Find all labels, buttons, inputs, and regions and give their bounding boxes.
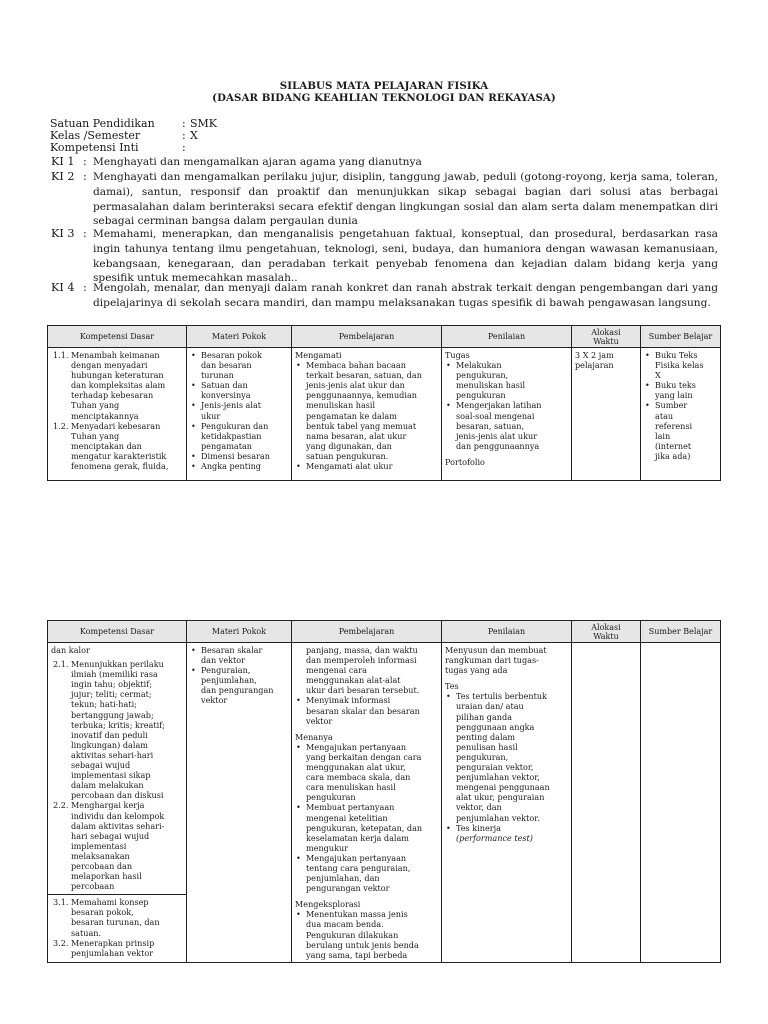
materi-line: konversinya (201, 390, 251, 401)
cell-penilaian (442, 348, 572, 481)
penilaian-line: • Tes kinerja (456, 822, 501, 833)
kd-line: percobaan dan diskusi (71, 790, 164, 801)
cell-pembelajaran (292, 348, 442, 481)
pembelajaran-line: dan memperoleh informasi (306, 655, 417, 666)
pembelajaran-line: • Menyimak informasi (306, 695, 391, 706)
kd-line: melaksanakan (71, 850, 130, 861)
materi-item (190, 350, 288, 380)
materi-line: • Dimensi besaran (201, 450, 270, 461)
kd-number: 2.2. (53, 800, 69, 811)
ki4-text (93, 281, 718, 311)
sumber-line: atau (655, 410, 674, 421)
pembelajaran-line: pengurangan vektor (306, 883, 390, 894)
cell-sumber-belajar (641, 348, 721, 481)
cell-materi-pokok (187, 348, 292, 481)
penilaian-line: penggunaan angka (456, 721, 535, 732)
penilaian-line: vektor, dan (456, 802, 502, 813)
header-sumber-belajar: Sumber Belajar (641, 621, 721, 643)
penilaian-item (445, 360, 568, 400)
pembelajaran-item (295, 742, 438, 803)
materi-line: dan vektor (201, 655, 246, 666)
penilaian-line: • Tes tertulis berbentuk (456, 691, 547, 702)
penilaian-line: uraian dan/ atau (456, 701, 524, 712)
kd-line: hubungan keteraturan (71, 370, 164, 381)
kd-item (51, 800, 183, 891)
kd-line: terbuka; kritis; kreatif; (71, 719, 165, 730)
mengeksplorasi-heading: Mengeksplorasi (295, 899, 361, 910)
materi-item (190, 380, 288, 400)
materi-line: • Jenis-jenis alat (201, 400, 262, 411)
penilaian-line: (performance test) (456, 832, 533, 843)
ki-line: Menghayati dan mengamalkan ajaran agama yang dianutnya (93, 156, 422, 168)
sumber-item (644, 400, 717, 461)
cell-kompetensi-dasar (48, 348, 187, 481)
kd-line: fenomena gerak, fluida, (71, 461, 169, 472)
penilaian-line: pengukuran, (456, 751, 509, 762)
tes-heading: Tes (445, 681, 459, 692)
pembelajaran-line: • Menentukan massa jenis (306, 909, 408, 920)
pembelajaran-line: satuan pengukuran. (306, 450, 389, 461)
header-kompetensi-dasar: Kompetensi Dasar (48, 326, 187, 348)
cell-pembelajaran (292, 643, 442, 963)
header-alokasi-waktu (572, 621, 641, 643)
kd-line: penjumlahan vektor (71, 947, 154, 958)
ki-colon: : (83, 170, 87, 183)
header-sumber-belajar: Sumber Belajar (641, 326, 721, 348)
materi-item (190, 645, 288, 665)
penilaian-line: tugas yang ada (445, 665, 508, 676)
penilaian-item (445, 823, 568, 843)
penilaian-item (445, 691, 568, 822)
kd-item (51, 938, 183, 958)
ki-line: sebagai cerminan bangsa dalam pergaulan dunia (93, 215, 358, 228)
kd-line: Menghargai kerja (71, 800, 145, 811)
kd-line: Tuhan yang (71, 400, 120, 411)
kd-line: satuan. (71, 927, 102, 938)
kd-line: dan kompleksitas alam (71, 380, 166, 391)
penilaian-heading: Tugas (445, 350, 470, 360)
kd-item (51, 421, 183, 471)
sumber-line: • Buku teks (655, 380, 696, 391)
pembelajaran-line: keselamatan kerja dalam (306, 832, 409, 843)
ki-line: Menghayati dan mengamalkan perilaku jujur, disiplin, tanggung jawab, peduli (gotong-royong, kerja sama, toleran, (93, 171, 718, 183)
penilaian-line: penguraian vektor, (456, 762, 534, 773)
pembelajaran-line: jenis-jenis alat ukur dan (306, 380, 405, 391)
sumber-line: jika ada) (655, 450, 691, 461)
materi-line: penjumlahan, (201, 675, 257, 686)
pembelajaran-line: menggunakan alat ukur, (306, 762, 406, 773)
penilaian-line: penting dalam (456, 731, 516, 742)
kd-line: individu dan kelompok (71, 810, 165, 821)
ki-colon: : (83, 227, 87, 240)
header-pembelajaran: Pembelajaran (292, 621, 442, 643)
cell-penilaian (442, 643, 572, 963)
ki2-label: KI 2 (51, 170, 75, 183)
pembelajaran-line: besaran skalar dan besaran (306, 705, 420, 716)
meta-value-satuan: SMK (190, 117, 218, 130)
pembelajaran-line: • Mengajukan pertanyaan (306, 741, 407, 752)
penilaian-line: penulisan hasil (456, 741, 518, 752)
ki-line: dipelajarinya di sekolah secara mandiri, dan mampu melaksanakan tugas spesifik di bawah pengawasan langsung. (93, 296, 711, 309)
penilaian-line: jenis-jenis alat ukur (456, 430, 538, 441)
materi-item (190, 400, 288, 420)
meta-label-kelas: Kelas /Semester (50, 129, 141, 142)
cell-alokasi-waktu (572, 348, 641, 481)
kd-number: 1.1. (53, 350, 69, 360)
sumber-line: • Buku Teks (655, 350, 698, 360)
meta-colon: : (182, 117, 186, 130)
materi-line: • Besaran skalar (201, 645, 263, 655)
kd-line: dalam aktivitas sehari- (71, 820, 165, 831)
kd-line: jujur; teliti; cermat; (71, 689, 152, 700)
header-alokasi-line: Alokasi (591, 327, 621, 337)
kd-line: hari sebagai wujud (71, 830, 150, 841)
kd-continued: dan kalor (51, 645, 90, 655)
header-alokasi-waktu (572, 326, 641, 348)
ki-line: ingin tahunya tentang ilmu pengetahuan, teknologi, seni, budaya, dan humaniora dengan wawasan kemanusiaan, (93, 242, 718, 255)
ki3-text (93, 227, 718, 286)
penilaian-line: Menyusun dan membuat (445, 645, 547, 655)
sumber-line: lain (655, 430, 671, 441)
pembelajaran-line: mengenai ketelitian (306, 812, 388, 823)
materi-item (190, 421, 288, 451)
materi-line: ukur (201, 410, 221, 421)
pembelajaran-line: terkait besaran, satuan, dan (306, 370, 422, 381)
ki-colon: : (83, 281, 87, 294)
ki-colon: : (83, 155, 87, 168)
kd-line: Menambah keimanan (71, 350, 160, 360)
penilaian-line: • Melakukan (456, 360, 502, 371)
meta-colon: : (182, 129, 186, 142)
penilaian-line: penjumlahan vektor, (456, 772, 540, 783)
materi-line: dan besaran (201, 360, 252, 371)
ki3-label: KI 3 (51, 227, 75, 240)
pembelajaran-line: menuliskan hasil (306, 400, 376, 411)
kd-line: mengatur karakteristik (71, 450, 167, 461)
kd-line: Menunjukkan perilaku (71, 659, 164, 670)
pembelajaran-line: bentuk tabel yang memuat (306, 420, 417, 431)
ki-line: Mengolah, menalar, dan menyaji dalam ranah konkret dan ranah abstrak terkait dengan pengembangan dari yang (93, 282, 718, 294)
sumber-line: (internet (655, 440, 692, 451)
pembelajaran-line: cara menuliskan hasil (306, 782, 396, 793)
pembelajaran-line: berulang untuk jenis benda (306, 939, 419, 950)
ki-line: spesifik untuk memecahkan masalah.. (93, 272, 298, 285)
kd-line: percobaan dan (71, 860, 133, 871)
kd-line: tekun; hati-hati; (71, 699, 137, 710)
pembelajaran-line: mengenai cara (306, 665, 367, 676)
pembelajaran-line: pengukuran, ketepatan, dan (306, 822, 423, 833)
materi-line: turunan (201, 370, 234, 381)
kd-line: Tuhan yang (71, 430, 120, 441)
materi-line: dan pengurangan (201, 685, 274, 696)
pembelajaran-line: tentang cara penguraian, (306, 862, 411, 873)
header-alokasi-line: Waktu (593, 336, 619, 346)
pembelajaran-heading: Mengamati (295, 350, 342, 360)
kd-line: implementasi (71, 840, 127, 851)
kd-line: implementasi sikap (71, 770, 151, 781)
pembelajaran-item (295, 695, 438, 725)
header-penilaian: Penilaian (442, 621, 572, 643)
pembelajaran-line: nama besaran, alat ukur (306, 430, 407, 441)
header-alokasi-line: Waktu (593, 631, 619, 641)
pembelajaran-line: penjumlahan, dan (306, 873, 380, 884)
cell-sumber-belajar (641, 643, 721, 963)
pembelajaran-line: penggunaannya, kemudian (306, 390, 417, 401)
kd-line: bertanggung jawab; (71, 709, 154, 720)
kd-item (51, 659, 183, 800)
materi-line: ketidakpastian (201, 430, 262, 441)
materi-line: • Pengukuran dan (201, 420, 269, 431)
pembelajaran-item (295, 461, 438, 471)
menanya-heading: Menanya (295, 731, 333, 742)
penilaian-line: mengenai penggunaan (456, 782, 550, 793)
pembelajaran-line: ukur dari besaran tersebut. (306, 685, 420, 696)
sumber-line: • Sumber (655, 400, 688, 411)
pembelajaran-line: cara membaca skala, dan (306, 772, 411, 783)
sumber-item (644, 380, 717, 400)
kd-line: percobaan (71, 881, 115, 892)
materi-item (190, 461, 288, 471)
header-alokasi-line: Alokasi (591, 622, 621, 632)
penilaian-line: pilihan ganda (456, 711, 512, 722)
syllabus-table-2 (47, 620, 721, 963)
kd-line: dengan menyadari (71, 360, 148, 371)
pembelajaran-line: • Membuat pertanyaan (306, 802, 395, 813)
pembelajaran-item (295, 360, 438, 461)
pembelajaran-line: • Membaca bahan bacaan (306, 360, 406, 371)
alokasi-line: pelajaran (575, 360, 614, 371)
kd-line: aktivitas sehari-hari (71, 749, 154, 760)
penilaian-item (445, 400, 568, 450)
kd-line: dalam melakukan (71, 780, 144, 791)
ki4-label: KI 4 (51, 281, 75, 294)
penilaian-line: dan penggunaannya (456, 440, 540, 451)
pembelajaran-item (295, 853, 438, 893)
kd-line: sebagai wujud (71, 760, 131, 771)
kd-item (51, 897, 183, 937)
pembelajaran-line: Pengukuran dilakukan (306, 929, 399, 940)
pembelajaran-continued (295, 645, 438, 695)
pembelajaran-line: yang sama, tapi berbeda (306, 949, 408, 960)
kd-line: Menyadari kebesaran (71, 420, 161, 431)
cell-alokasi-waktu (572, 643, 641, 963)
pembelajaran-line: pengukuran (306, 792, 356, 803)
kd-line: Menerapkan prinsip (71, 937, 155, 948)
document-subtitle: (DASAR BIDANG KEAHLIAN TEKNOLOGI DAN REKAYASA) (212, 92, 556, 104)
materi-line: vektor (201, 695, 228, 706)
cell-kompetensi-dasar (48, 643, 187, 963)
kd-line: menciptakannya (71, 410, 139, 421)
ki-line: kebangsaan, kenegaraan, dan peradaban terkait penyebab fenomena dan kejadian dalam bidang kerja yang (93, 257, 718, 270)
header-kompetensi-dasar: Kompetensi Dasar (48, 621, 187, 643)
pembelajaran-item (295, 802, 438, 852)
pembelajaran-line: • Mengajukan pertanyaan (306, 852, 407, 863)
alokasi-line: 3 X 2 jam (575, 350, 614, 360)
pembelajaran-line: yang berkaitan dengan cara (306, 751, 422, 762)
kd-line: inovatif dan peduli (71, 729, 148, 740)
materi-line: • Besaran pokok (201, 350, 262, 360)
kd-number: 3.1. (53, 897, 69, 908)
pembelajaran-line: pengamatan ke dalam (306, 410, 397, 421)
cell-materi-pokok (187, 643, 292, 963)
meta-label-satuan: Satuan Pendidikan (50, 117, 155, 130)
sumber-line: yang lain (655, 390, 693, 401)
penilaian-line: alat ukur, penguraian (456, 792, 545, 803)
materi-item (190, 451, 288, 461)
header-pembelajaran: Pembelajaran (292, 326, 442, 348)
sumber-line: Fisika kelas (655, 360, 704, 371)
pembelajaran-line: yang digunakan, dan (306, 440, 392, 451)
sumber-line: referensi (655, 420, 693, 431)
materi-line: pengamatan (201, 440, 252, 451)
penilaian-line: • Mengerjakan latihan (456, 400, 542, 411)
pembelajaran-line: dua macam benda. (306, 919, 384, 930)
kd-line: Memahami konsep (71, 897, 149, 908)
kd-line: besaran turunan, dan (71, 917, 160, 928)
kd-number: 1.2. (53, 420, 69, 431)
meta-label-ki: Kompetensi Inti (50, 141, 139, 154)
pembelajaran-line: mengukur (306, 842, 349, 853)
kd-line: ingin tahu; objektif; (71, 679, 152, 690)
kd-line: besaran pokok, (71, 907, 134, 918)
ki2-text (93, 170, 718, 229)
penilaian-line: menuliskan hasil (456, 380, 526, 391)
sumber-item (644, 350, 717, 380)
materi-line: • Satuan dan (201, 380, 248, 391)
kd-line: ilmiah (memiliki rasa (71, 669, 158, 680)
materi-line: • Angka penting (201, 461, 261, 472)
kd-line: lingkungan) dalam (71, 739, 148, 750)
header-materi-pokok: Materi Pokok (187, 326, 292, 348)
header-materi-pokok: Materi Pokok (187, 621, 292, 643)
header-penilaian: Penilaian (442, 326, 572, 348)
pembelajaran-line: panjang, massa, dan waktu (306, 645, 418, 655)
syllabus-table-1 (47, 325, 721, 481)
kd-line: terhadap kebesaran (71, 390, 154, 401)
penilaian-line: penjumlahan vektor. (456, 812, 540, 823)
pembelajaran-item (295, 909, 438, 959)
kd-line: melaporkan hasil (71, 871, 142, 882)
pembelajaran-line: vektor (306, 715, 333, 726)
pembelajaran-line: • Mengamati alat ukur (306, 461, 393, 472)
meta-colon: : (182, 141, 186, 154)
materi-line: • Penguraian, (201, 665, 251, 676)
ki-line: permasalahan dalam berinteraksi secara efektif dengan lingkungan sosial dan alam serta dalam menempatkan diri (93, 200, 718, 213)
penilaian-line: besaran, satuan, (456, 420, 525, 431)
penilaian-line: pengukuran, (456, 370, 509, 381)
materi-item (190, 665, 288, 705)
meta-value-kelas: X (190, 129, 198, 142)
kd-item (51, 350, 183, 421)
ki-line: Memahami, menerapkan, dan menganalisis pengetahuan faktual, konseptual, dan prosedural, berdasarkan rasa (93, 228, 718, 240)
kd-number: 3.2. (53, 937, 69, 948)
penilaian-line: soal-soal mengenai (456, 410, 535, 421)
document-title: SILABUS MATA PELAJARAN FISIKA (279, 80, 489, 92)
penilaian-line: rangkuman dari tugas- (445, 655, 539, 666)
kd-line: menciptakan dan (71, 440, 142, 451)
penilaian-footer: Portofolio (445, 456, 485, 467)
ki1-text (93, 155, 718, 170)
ki-line: damai), santun, responsif dan proaktif dan menunjukkan sikap sebagai bagian dari solusi atas berbagai (93, 185, 718, 198)
kd-number: 2.1. (53, 659, 69, 670)
pembelajaran-line: menggunakan alat-alat (306, 675, 401, 686)
sumber-line: X (655, 370, 661, 381)
ki1-label: KI 1 (51, 155, 75, 168)
penilaian-line: pengukuran (456, 390, 506, 401)
